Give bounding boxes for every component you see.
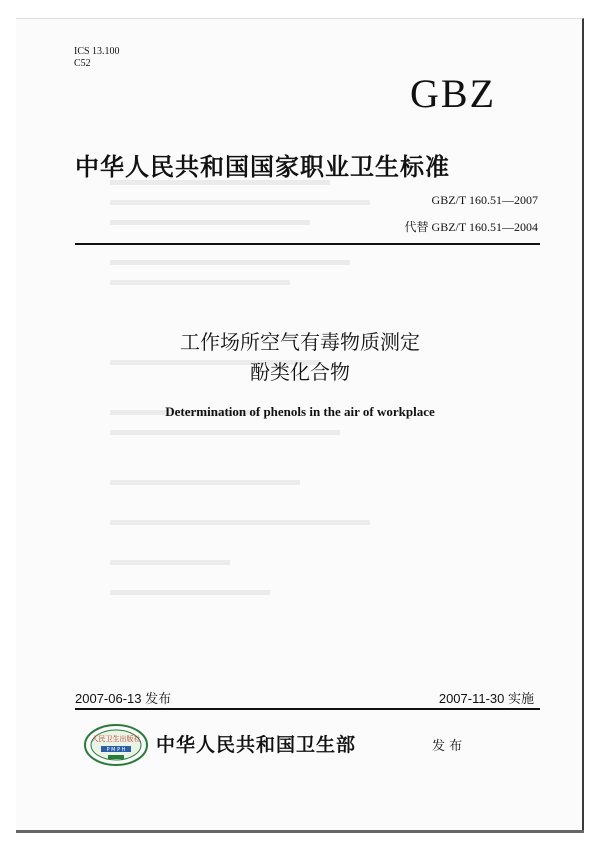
standard-title-line1: 工作场所空气有毒物质测定 (180, 330, 420, 354)
standard-category-title: 中华人民共和国国家职业卫生标准 (75, 152, 450, 181)
publisher-name: 中华人民共和国卫生部 (156, 734, 357, 756)
svg-text:P M P H: P M P H (106, 747, 126, 753)
ics-code: ICS 13.100 (74, 46, 120, 57)
footer-rule (75, 708, 540, 710)
replaces-code: 代替 GBZ/T 160.51—2004 (404, 220, 538, 234)
classification-codes (74, 46, 120, 70)
ccs-code: C52 (74, 58, 91, 69)
standard-code: GBZ/T 160.51—2007 (431, 193, 538, 207)
publisher-seal-icon (83, 722, 149, 768)
effective-date: 2007-11-30 实施 (438, 691, 534, 706)
standard-title-english: Determination of phenols in the air of workplace (165, 404, 435, 419)
header-rule (75, 243, 540, 245)
svg-text:人民卫生出版社: 人民卫生出版社 (91, 735, 141, 743)
gbz-logo: GBZ (410, 71, 496, 116)
issue-date: 2007-06-13 发布 (75, 691, 172, 706)
publisher-suffix: 发 布 (432, 739, 463, 754)
page-edge-shadow (16, 830, 584, 833)
standard-title-line2: 酚类化合物 (250, 360, 350, 384)
